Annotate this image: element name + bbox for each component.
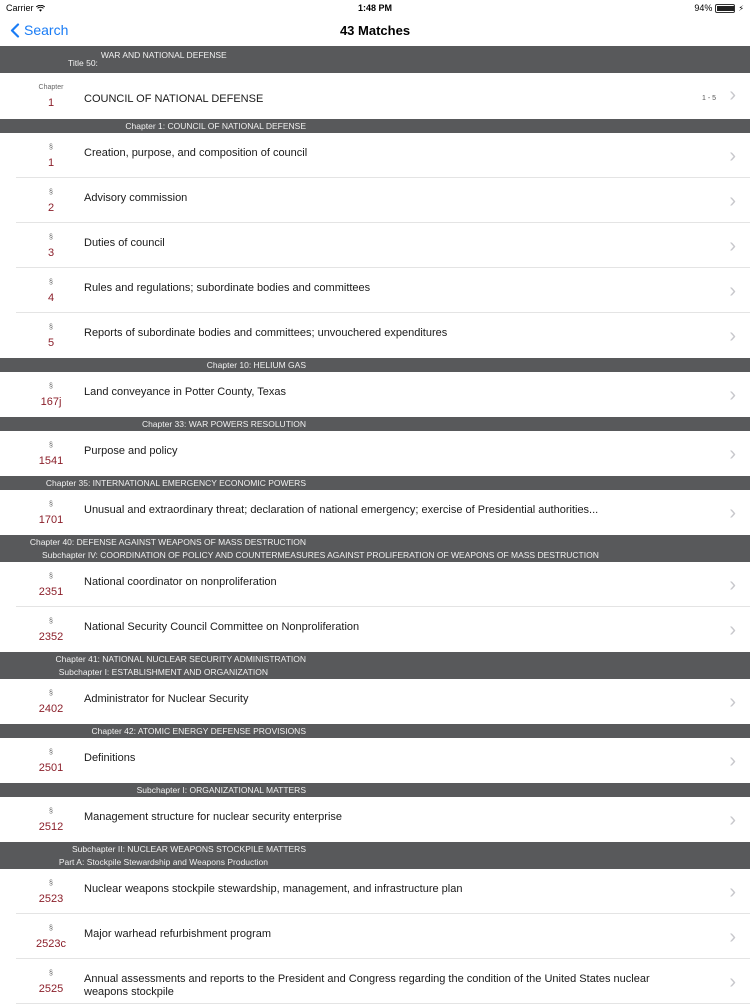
section-symbol: § bbox=[49, 925, 53, 932]
section-number: 2512 bbox=[38, 821, 64, 833]
section-header bbox=[0, 476, 750, 490]
section-number: 1701 bbox=[38, 514, 64, 526]
section-number: 2501 bbox=[38, 762, 64, 774]
chevron-right-icon: › bbox=[729, 280, 736, 302]
section-title: Administrator for Nuclear Security bbox=[84, 693, 249, 705]
section-number: 2402 bbox=[38, 703, 64, 715]
section-row[interactable] bbox=[0, 178, 750, 223]
section-symbol: § bbox=[49, 144, 53, 151]
section-range: 1 - 5 bbox=[701, 95, 716, 102]
section-title: Unusual and extraordinary threat; declaration of national emergency; exercise of Presidential authorities... bbox=[84, 504, 599, 516]
section-header bbox=[0, 652, 750, 679]
section-header-line: Subchapter II: NUCLEAR WEAPONS STOCKPILE MATTERS bbox=[72, 844, 306, 854]
chapter-number: 1 bbox=[47, 97, 55, 109]
section-title: Land conveyance in Potter County, Texas bbox=[84, 386, 286, 398]
section-header-line: Subchapter I: ORGANIZATIONAL MATTERS bbox=[136, 785, 306, 795]
section-number: 5 bbox=[47, 337, 55, 349]
section-header bbox=[0, 358, 750, 372]
chevron-right-icon: › bbox=[729, 619, 736, 641]
section-number: 1 bbox=[47, 157, 55, 169]
section-number: 4 bbox=[47, 292, 55, 304]
chevron-right-icon: › bbox=[729, 190, 736, 212]
results-list bbox=[0, 46, 750, 1004]
chevron-right-icon: › bbox=[729, 691, 736, 713]
section-header-line bbox=[68, 50, 227, 68]
section-header-line: Subchapter I: ESTABLISHMENT AND ORGANIZATION bbox=[58, 667, 268, 677]
section-row[interactable] bbox=[0, 738, 750, 783]
section-number: 1541 bbox=[38, 455, 64, 467]
battery-icon bbox=[715, 4, 735, 13]
section-row[interactable] bbox=[0, 431, 750, 476]
section-title: Duties of council bbox=[84, 237, 165, 249]
chevron-right-icon: › bbox=[729, 235, 736, 257]
section-number: 2523 bbox=[38, 893, 64, 905]
section-header-line: Chapter 10: HELIUM GAS bbox=[206, 360, 306, 370]
chapter-label: Chapter bbox=[38, 84, 64, 91]
section-row[interactable] bbox=[0, 490, 750, 535]
section-symbol: § bbox=[49, 573, 53, 580]
section-row[interactable] bbox=[0, 797, 750, 842]
carrier-label: Carrier bbox=[6, 3, 45, 13]
section-title: Nuclear weapons stockpile stewardship, management, and infrastructure plan bbox=[84, 883, 463, 895]
charging-icon: ⚡ bbox=[738, 3, 744, 13]
section-row[interactable] bbox=[0, 268, 750, 313]
chevron-right-icon: › bbox=[729, 325, 736, 347]
section-header bbox=[0, 724, 750, 738]
section-header-line: Chapter 41: NATIONAL NUCLEAR SECURITY ADMINISTRATION bbox=[55, 654, 306, 664]
section-row[interactable] bbox=[0, 562, 750, 607]
section-header bbox=[0, 417, 750, 431]
section-number: 2351 bbox=[38, 586, 64, 598]
chevron-right-icon: › bbox=[729, 384, 736, 406]
section-symbol: § bbox=[49, 234, 53, 241]
header-text: WAR AND NATIONAL DEFENSE bbox=[100, 50, 227, 60]
section-symbol: § bbox=[49, 690, 53, 697]
section-header bbox=[0, 842, 750, 869]
section-title: Management structure for nuclear security enterprise bbox=[84, 811, 343, 823]
section-title: Definitions bbox=[84, 752, 136, 764]
section-number: 2523c bbox=[36, 938, 66, 950]
clock: 1:48 PM bbox=[357, 3, 392, 13]
page-title: 43 Matches bbox=[339, 23, 411, 38]
section-symbol: § bbox=[49, 279, 53, 286]
chevron-right-icon: › bbox=[729, 443, 736, 465]
section-number: 167j bbox=[40, 396, 62, 408]
section-title: Advisory commission bbox=[84, 192, 188, 204]
section-title: National coordinator on nonproliferation bbox=[84, 576, 277, 588]
section-row[interactable] bbox=[0, 959, 750, 1004]
chapter-row[interactable] bbox=[0, 73, 750, 119]
section-symbol: § bbox=[49, 880, 53, 887]
section-header bbox=[0, 783, 750, 797]
battery-indicator bbox=[694, 3, 744, 13]
chevron-right-icon: › bbox=[729, 926, 736, 948]
section-title: Rules and regulations; subordinate bodies and committees bbox=[84, 282, 371, 294]
section-header-line: Chapter 40: DEFENSE AGAINST WEAPONS OF MASS DESTRUCTION bbox=[29, 537, 306, 547]
section-header-line: Subchapter IV: COORDINATION OF POLICY AND COUNTERMEASURES AGAINST PROLIFERATION OF WEAPONS OF MASS DESTRUCTION bbox=[42, 550, 599, 560]
section-header-line: Part A: Stockpile Stewardship and Weapons Production bbox=[58, 857, 268, 867]
section-number: 2525 bbox=[38, 983, 64, 995]
header-prefix: Title 50: bbox=[68, 58, 98, 68]
section-row[interactable] bbox=[0, 133, 750, 178]
section-title: Purpose and policy bbox=[84, 445, 178, 457]
section-title: Major warhead refurbishment program bbox=[84, 928, 272, 940]
section-header-line: Chapter 42: ATOMIC ENERGY DEFENSE PROVISIONS bbox=[91, 726, 306, 736]
section-number: 2 bbox=[47, 202, 55, 214]
section-number: 3 bbox=[47, 247, 55, 259]
section-symbol: § bbox=[49, 383, 53, 390]
chevron-right-icon: › bbox=[729, 971, 736, 993]
section-title: Reports of subordinate bodies and committees; unvouchered expenditures bbox=[84, 327, 448, 339]
section-symbol: § bbox=[49, 189, 53, 196]
chevron-right-icon: › bbox=[729, 574, 736, 596]
section-row[interactable] bbox=[0, 869, 750, 914]
chevron-right-icon: › bbox=[729, 502, 736, 524]
back-button-label: Search bbox=[24, 22, 69, 38]
section-header-line: Chapter 35: INTERNATIONAL EMERGENCY ECONOMIC POWERS bbox=[45, 478, 306, 488]
section-symbol: § bbox=[49, 324, 53, 331]
section-title: National Security Council Committee on Nonproliferation bbox=[84, 621, 360, 633]
chevron-right-icon: › bbox=[729, 881, 736, 903]
chevron-right-icon: › bbox=[729, 145, 736, 167]
section-row[interactable] bbox=[0, 914, 750, 959]
section-row[interactable] bbox=[0, 372, 750, 417]
section-title: Annual assessments and reports to the President and Congress regarding the condition of the United States nuclear weapons stockpile bbox=[84, 973, 650, 998]
section-title: Creation, purpose, and composition of council bbox=[84, 147, 308, 159]
section-row[interactable] bbox=[0, 313, 750, 358]
chapter-title: COUNCIL OF NATIONAL DEFENSE bbox=[84, 93, 264, 105]
section-row[interactable] bbox=[0, 679, 750, 724]
section-header bbox=[0, 535, 750, 562]
chevron-right-icon: › bbox=[729, 809, 736, 831]
chevron-right-icon: › bbox=[729, 84, 736, 106]
section-symbol: § bbox=[49, 749, 53, 756]
section-symbol: § bbox=[49, 501, 53, 508]
section-symbol: § bbox=[49, 808, 53, 815]
chevron-right-icon: › bbox=[729, 750, 736, 772]
section-header-line: Chapter 33: WAR POWERS RESOLUTION bbox=[141, 419, 306, 429]
status-bar bbox=[0, 0, 750, 16]
battery-percent: 94% bbox=[694, 3, 713, 13]
section-header bbox=[0, 119, 750, 133]
navigation-bar bbox=[0, 16, 750, 46]
section-symbol: § bbox=[49, 442, 53, 449]
section-symbol: § bbox=[49, 970, 53, 977]
section-number: 2352 bbox=[38, 631, 64, 643]
section-row[interactable] bbox=[0, 607, 750, 652]
section-symbol: § bbox=[49, 618, 53, 625]
section-header-line: Chapter 1: COUNCIL OF NATIONAL DEFENSE bbox=[125, 121, 306, 131]
section-row[interactable] bbox=[0, 223, 750, 268]
section-header bbox=[0, 46, 750, 73]
